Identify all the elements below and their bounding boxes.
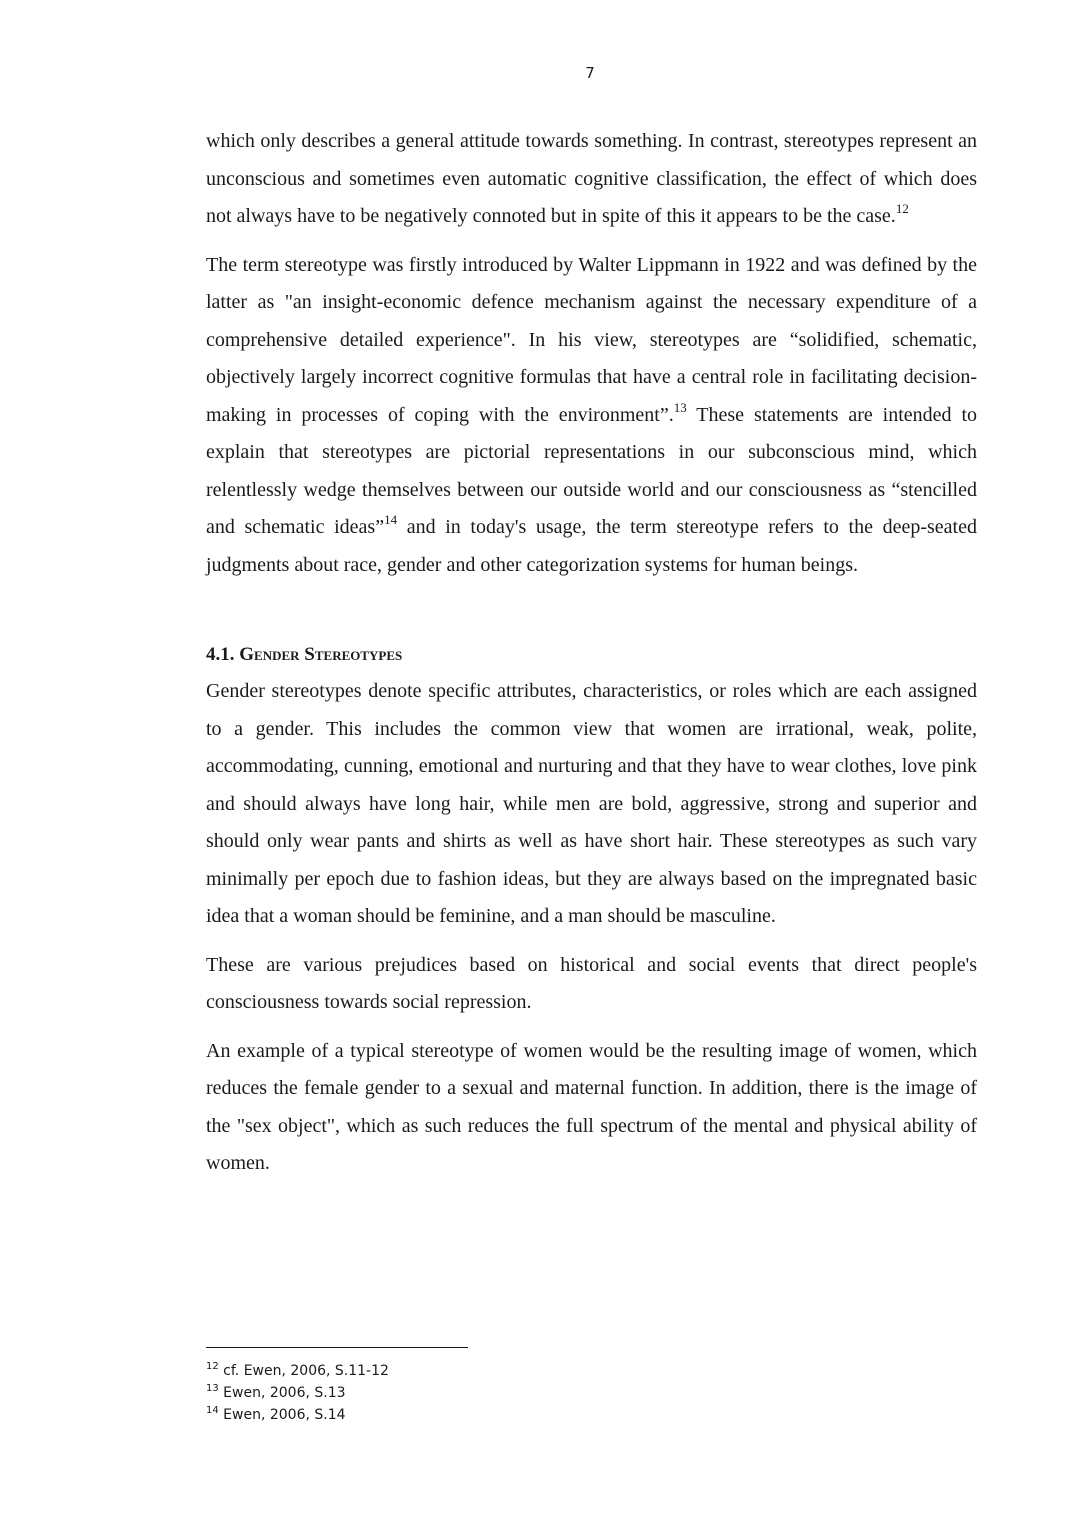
footnote-number: 12 xyxy=(206,1361,219,1373)
footnote-divider xyxy=(206,1347,468,1348)
footnote-13 xyxy=(206,1382,706,1404)
footnote-text: Ewen, 2006, S.14 xyxy=(218,1407,346,1423)
page-number: 7 xyxy=(585,64,595,82)
footnote-ref-12[interactable]: 12 xyxy=(895,201,909,217)
paragraph-text-cont: These statements are intended to explain that stereotypes are pictorial representations in our subconscious mind, which relentlessly wedge themselves between our outside world and our consciousness as “stencilled and schematic ideas” xyxy=(206,403,978,538)
footnote-12 xyxy=(206,1360,706,1382)
footnote-number: 13 xyxy=(206,1383,219,1395)
document-body xyxy=(206,123,977,1194)
paragraph-text: The term stereotype was firstly introduced by Walter Lippmann in 1922 and was defined by the latter as "an insight-economic defence mechanism against the necessary expenditure of a comprehensive detailed experience". In his view, stereotypes are “solidified, schematic, objectively largely incorrect cognitive formulas that have a central role in facilitating decision-making in processes of coping with the environment”. xyxy=(206,253,977,426)
paragraph-2 xyxy=(206,247,977,585)
paragraph-text: which only describes a general attitude towards something. In contrast, stereotypes represent an unconscious and sometimes even automatic cognitive classification, the effect of which does not always have to be negatively connoted but in spite of this it appears to be the case. xyxy=(206,130,977,227)
footnote-text: Ewen, 2006, S.13 xyxy=(218,1385,346,1401)
footnote-14 xyxy=(206,1404,706,1426)
section-paragraph-3: An example of a typical stereotype of women would be the resulting image of women, which reduces the female gender to a sexual and maternal function. In addition, there is the image of the "sex object", which as such reduces the full spectrum of the mental and physical ability of women. xyxy=(206,1039,977,1174)
footnote-ref-13[interactable]: 13 xyxy=(673,399,687,415)
footnote-text: cf. Ewen, 2006, S.11-12 xyxy=(218,1363,389,1379)
section-paragraph-2: These are various prejudices based on historical and social events that direct people's consciousness towards social repression. xyxy=(206,953,977,1013)
footnote-ref-14[interactable]: 14 xyxy=(384,512,398,528)
footnote-number: 14 xyxy=(206,1405,219,1417)
footnotes xyxy=(206,1347,706,1426)
section-paragraph-1: Gender stereotypes denote specific attributes, characteristics, or roles which are each assigned to a gender. This includes the common view that women are irrational, weak, polite, accommodating, cunning, emotional and nurturing and that they have to wear clothes, love pink and should always have long hair, while men are bold, aggressive, strong and superior and should only wear pants and shirts as well as have short hair. These stereotypes as such vary minimally per epoch due to fashion ideas, but they are always based on the impregnated basic idea that a woman should be feminine, and a man should be masculine. xyxy=(206,680,977,927)
paragraph-text-cont2: and in today's usage, the term stereotype refers to the deep-seated judgments about race, gender and other categorization systems for human beings. xyxy=(206,516,977,576)
section-heading: 4.1. Gender Stereotypes xyxy=(206,644,403,665)
paragraph-1 xyxy=(206,123,977,236)
